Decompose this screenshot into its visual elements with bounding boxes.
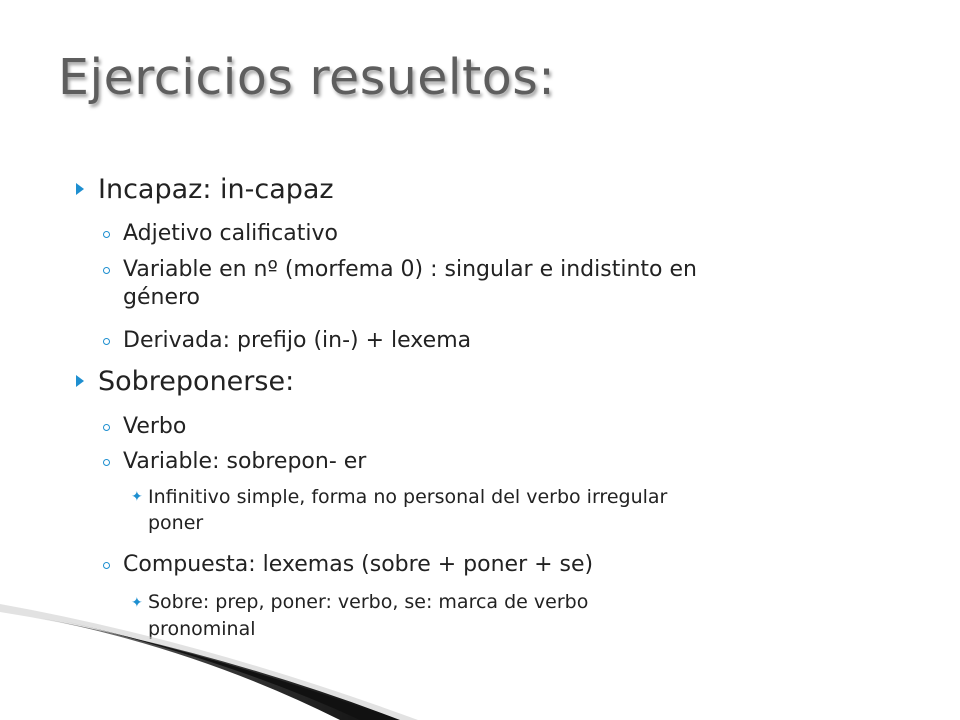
item-variable-line2: género <box>123 285 200 310</box>
item-infinitivo-line1: Infinitivo simple, forma no personal del verbo irregular <box>148 486 668 508</box>
slide-title: Ejercicios resueltos: <box>58 49 556 106</box>
item-derivada: Derivada: prefijo (in-) + lexema <box>123 328 472 353</box>
item-sobre-line1: Sobre: prep, poner: verbo, se: marca de verbo <box>148 591 589 613</box>
item-compuesta: Compuesta: lexemas (sobre + poner + se) <box>123 552 594 577</box>
small-dot-bullet-icon: ✦ <box>131 595 143 611</box>
heading-sobreponerse: Sobreponerse: <box>98 366 295 397</box>
item-variable-line1: Variable en nº (morfema 0) : singular e indistinto en <box>123 257 697 282</box>
item-variable-sobrepon: Variable: sobrepon- er <box>123 449 367 474</box>
heading-incapaz: Incapaz: in-capaz <box>98 174 334 205</box>
item-adjetivo: Adjetivo calificativo <box>123 221 338 246</box>
item-verbo: Verbo <box>123 414 187 439</box>
item-infinitivo-line2: poner <box>148 512 204 534</box>
item-sobre-line2: pronominal <box>148 618 256 640</box>
small-dot-bullet-icon: ✦ <box>131 489 143 505</box>
